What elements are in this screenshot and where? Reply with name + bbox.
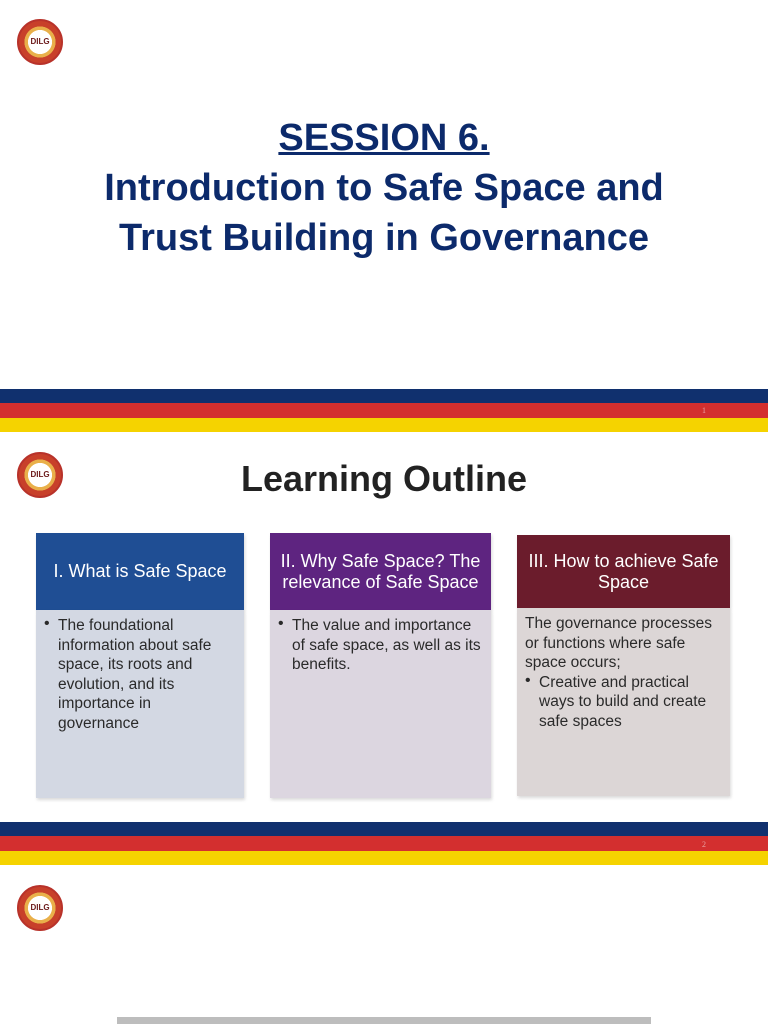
session-label: SESSION 6. [278, 117, 490, 159]
learning-outline-title: Learning Outline [240, 458, 527, 499]
slide-3 [0, 865, 768, 1024]
card-3-heading [517, 535, 730, 608]
logo-text: DILG [30, 470, 50, 479]
dilg-logo-icon [17, 19, 63, 65]
stripe-red [0, 836, 768, 851]
flag-stripes [0, 822, 768, 865]
slide-1 [0, 0, 768, 432]
dilg-logo-icon [17, 885, 63, 931]
page-number: 1 [702, 406, 706, 415]
card-3-body [517, 608, 730, 796]
card-1-heading-text: I. What is Safe Space [53, 561, 227, 581]
card-1-heading [36, 533, 244, 610]
stripe-yellow [0, 851, 768, 865]
flag-stripes [0, 389, 768, 432]
stripe-red [0, 403, 768, 418]
card-2-heading-text: II. Why Safe Space? The relevance of Safe Space [280, 550, 481, 592]
card-1-body [36, 610, 244, 798]
stripe-yellow [0, 418, 768, 432]
bottom-scroll-bar [117, 1017, 651, 1024]
stripe-blue [0, 389, 768, 403]
card-3-intro: The governance processes or functions where safe space occurs; [525, 615, 712, 671]
stripe-blue [0, 822, 768, 836]
title-line-1: Introduction to Safe Space and [104, 167, 664, 209]
slide-2 [0, 432, 768, 865]
card-1-bullet: • The foundational information about safe space, its roots and evolution, and its importance in governance [58, 616, 236, 733]
card-3-bullet: • Creative and practical ways to build and create safe spaces [539, 673, 722, 732]
logo-text: DILG [30, 37, 50, 46]
page-number: 2 [702, 840, 706, 849]
card-2-bullet: • The value and importance of safe space, as well as its benefits. [292, 616, 483, 675]
card-2-body [270, 610, 491, 798]
card-3-heading-text: III. How to achieve Safe Space [528, 550, 719, 592]
slide-title [0, 113, 768, 263]
card-2-heading [270, 533, 491, 610]
logo-text: DILG [30, 903, 50, 912]
title-line-2: Trust Building in Governance [119, 217, 649, 259]
